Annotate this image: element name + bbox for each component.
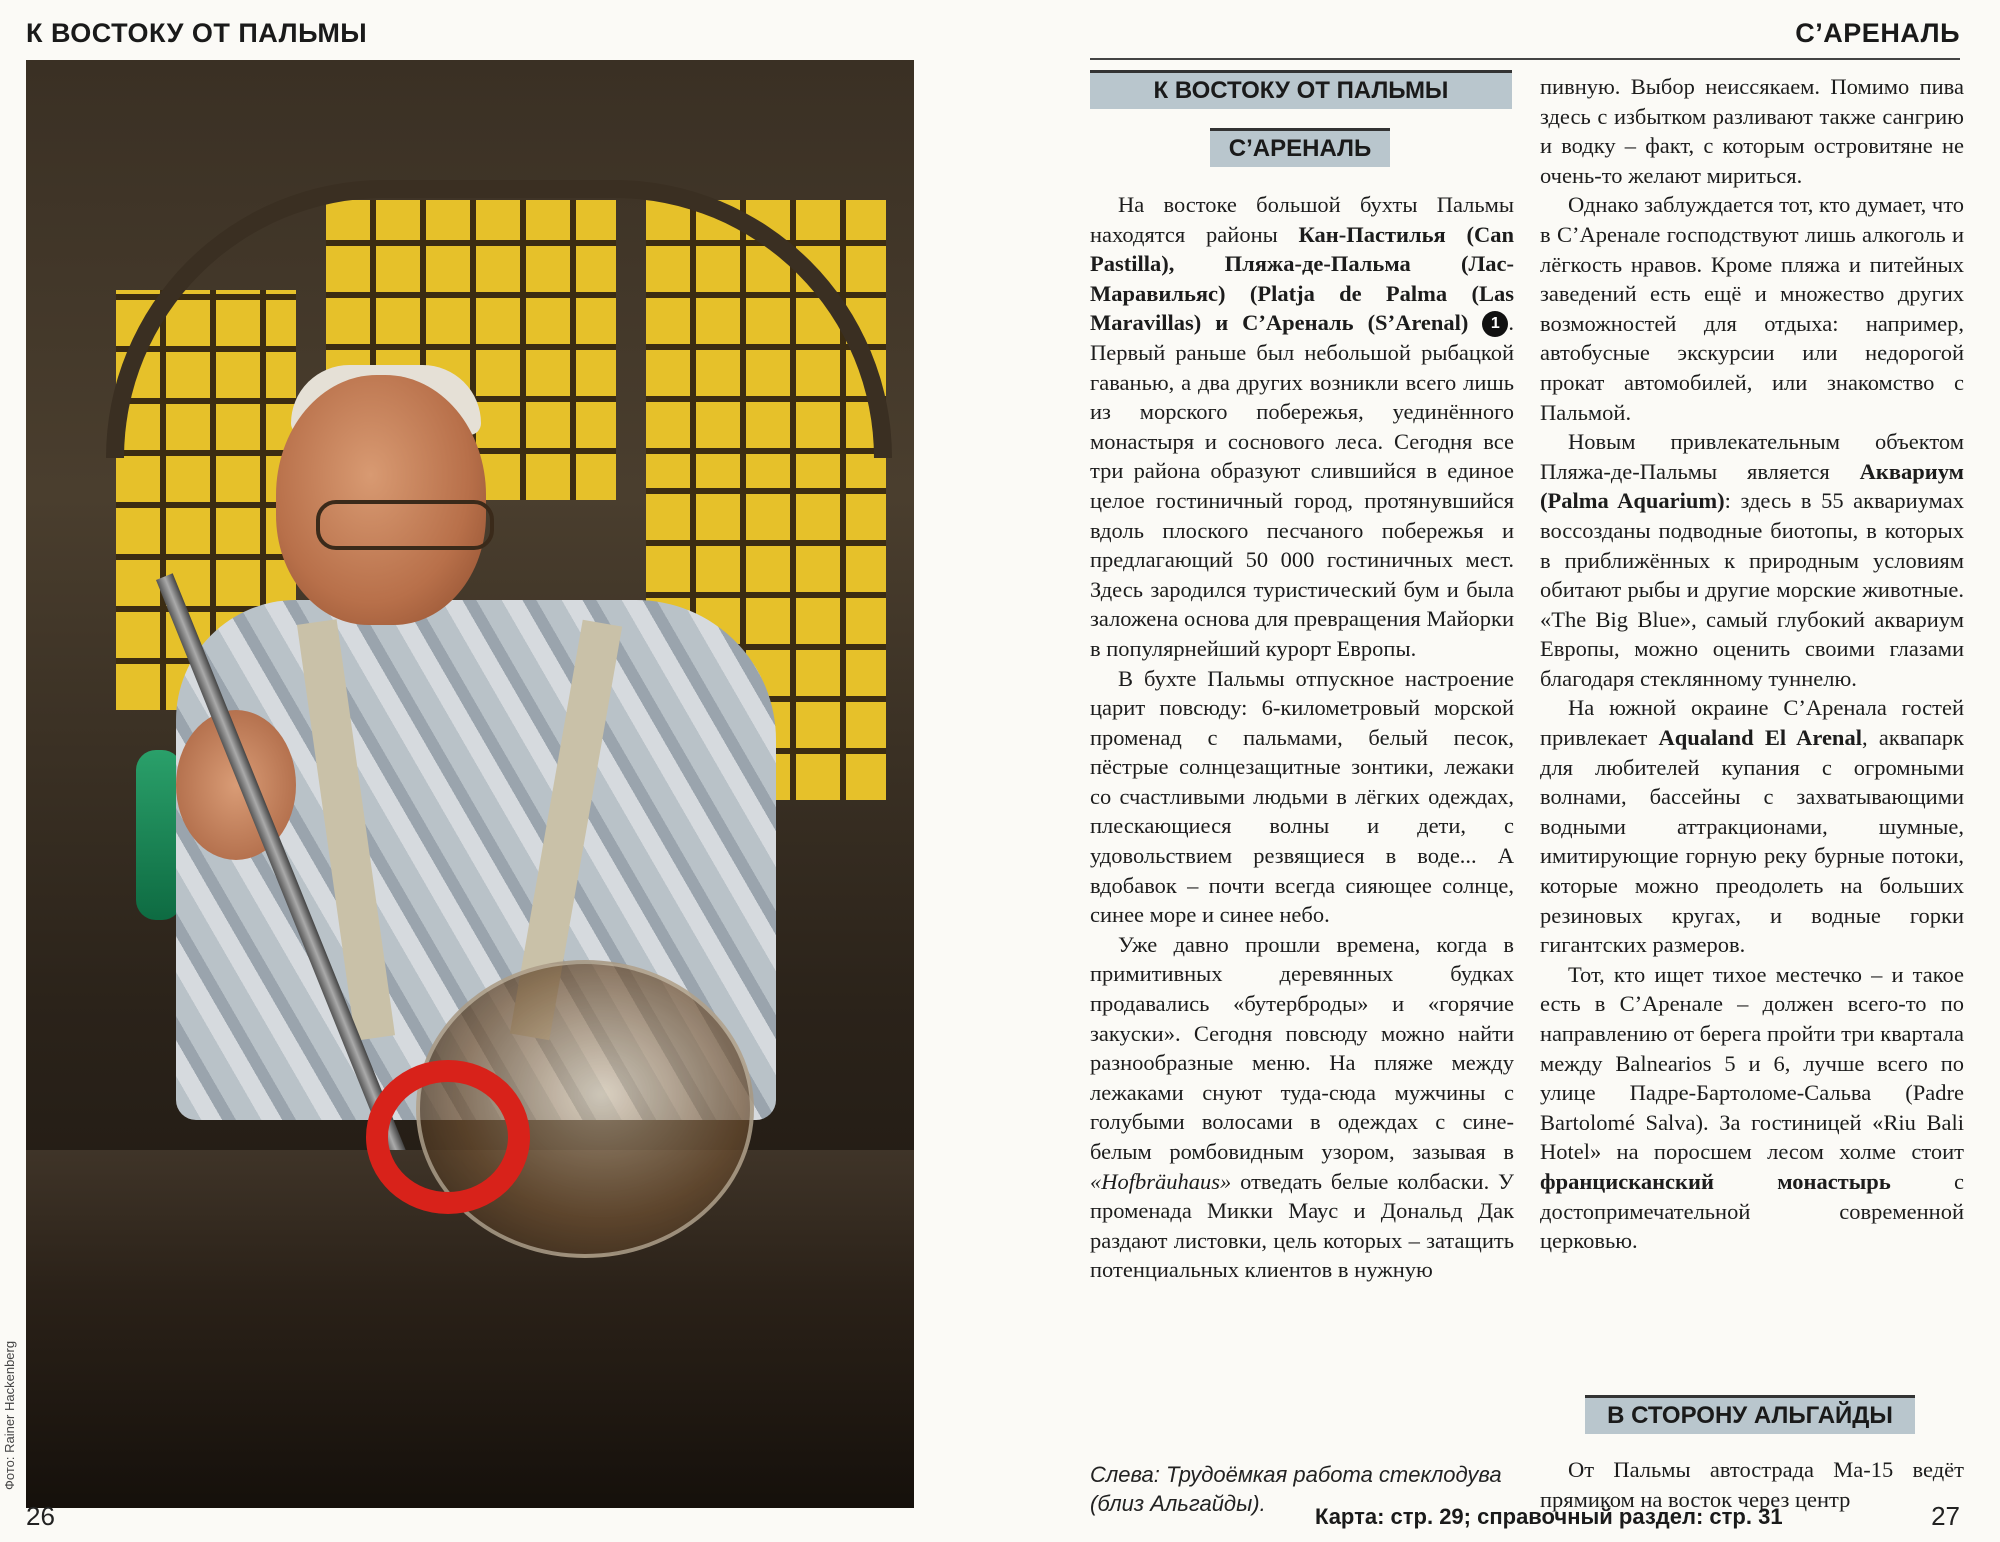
text-column-2 (1540, 72, 1964, 1256)
paragraph: Однако заблуждается тот, кто думает, что в С’Аренале господствуют лишь алкоголь и лёгкость нравов. Кроме пляжа и питейных заведений есть ещё и множество других возможностей для отдыха: например, автобусные экскурсии или недорогой прокат автомобилей, или знакомство с Пальмой. (1540, 192, 1964, 425)
running-head-left: К ВОСТОКУ ОТ ПАЛЬМЫ (26, 18, 368, 48)
header-rule (1090, 58, 1960, 60)
photo-credit: Фото: Rainer Hackenberg (2, 1340, 17, 1490)
photo-caption: Слева: Трудоёмкая работа стеклодува (близ Альгайды). (1090, 1462, 1502, 1516)
running-head-right: С’АРЕНАЛЬ (1795, 18, 1960, 48)
paragraph: В бухте Пальмы отпускное настроение царит повсюду: 6-километровый морской променад с пальмами, белый песок, пёстрые солнцезащитные зонтики, лежаки со счастливыми людьми в лёгких одеждах, плескающиеся волны и дети, с удовольствием резвящиеся в воде... А вдобавок – почти всегда сияющее солнце, синее море и синее небо. (1090, 665, 1514, 928)
text-column-1 (1090, 190, 1514, 1285)
map-marker-1: 1 (1482, 311, 1508, 337)
paragraph: От Пальмы автострада Ma-15 ведёт прямиком на восток через центр (1540, 1457, 1964, 1512)
glasses (316, 500, 494, 550)
paragraph: На южной окраине С’Аренала гостей привлекает Aqualand El Arenal, аквапарк для любителей купания с огромными волнами, бассейны с захватывающими водными аттракционами, шумные, имитирующие горную реку бурные потоки, которые можно преодолеть на больших резиновых кругах, и водные горки гигантских размеров. (1540, 695, 1964, 958)
red-glass-ring (366, 1060, 530, 1214)
glassblower-photo (26, 60, 914, 1508)
footer-reference: Карта: стр. 29; справочный раздел: стр. 31 (1315, 1504, 1783, 1529)
page-number-right: 27 (1931, 1501, 1960, 1531)
paragraph: Уже давно прошли времена, когда в примитивных деревянных будках продавались «бутерброды» и «горячие закуски». Сегодня повсюду можно найти разнообразные меню. На пляже между лежаками снуют туда-сюда мужчины с голубыми волосами в одеждах с сине-белым ромбовидным узором, зазывая в «Hofbräuhaus» отведать белые колбаски. У променада Микки Маус и Дональд Дак раздают листовки, цель которых – затащить потенциальных клиентов в нужную (1090, 931, 1514, 1283)
paragraph: На востоке большой бухты Пальмы находятся районы Кан-Пастилья (Can Pastilla), Пляжа-де-Пальма (Лас-Маравильяс) (Platja de Palma (Las Maravillas) и С’Ареналь (S’Arenal) 1 . Первый раньше был небольшой рыбацкой гаванью, а два других возникли всего лишь из морского побережья, уединённого монастыря и соснового леса. Сегодня все три района образуют слившийся в единое целое гостиничный город, протянувшийся вдоль плоского песчаного побережья и предлагающий 50 000 гостиничных мест. Здесь зародился туристический бум и была заложена основа для превращения Майорки в популярнейший курорт Европы. (1090, 192, 1514, 661)
section-heading-east: К ВОСТОКУ ОТ ПАЛЬМЫ (1090, 70, 1512, 109)
paragraph: пивную. Выбор неиссякаем. Помимо пива здесь с избытком разливают также сангрию и водку – факт, с которым островитяне не очень-то желают мириться. (1540, 74, 1964, 188)
section-heading-arenal: С’АРЕНАЛЬ (1210, 128, 1390, 167)
page-number-left: 26 (26, 1501, 55, 1531)
section-heading-algaida: В СТОРОНУ АЛЬГАЙДЫ (1585, 1395, 1915, 1434)
paragraph: Новым привлекательным объектом Пляжа-де-Пальмы является Аквариум (Palma Aquarium): здесь в 55 аквариумах воссозданы подводные биотопы, в которых в приближённых к природным условиям обитают рыбы и другие морские животные. «The Big Blue», самый глубокий аквариум Европы, можно оценить своими глазами благодаря стеклянному туннелю. (1540, 429, 1964, 691)
paragraph: Тот, кто ищет тихое местечко – и такое есть в С’Аренале – должен всего-то по направлению от берега пройти три квартала между Balnearios 5 и 6, лучше всего по улице Падре-Бартоломе-Сальва (Padre Bartolomé Salva). За гостиницей «Riu Bali Hotel» на поросшем лесом холме стоит францисканский монастырь с достопримечательной современной церковью. (1540, 961, 1964, 1254)
